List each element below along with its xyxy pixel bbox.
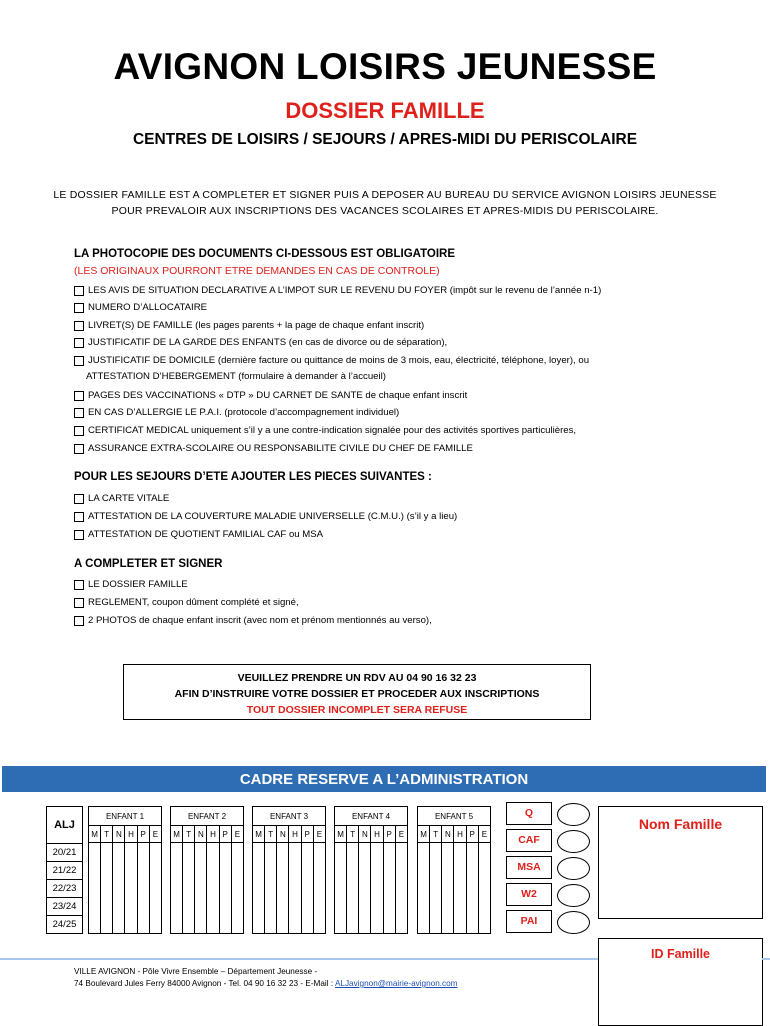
grid-cell[interactable] — [418, 843, 430, 934]
email-link[interactable]: ALJavignon@mairie-avignon.com — [334, 979, 458, 988]
col-n: N — [277, 826, 289, 843]
grid-cell[interactable] — [89, 843, 101, 934]
grid-cell[interactable] — [183, 843, 195, 934]
grid-cell[interactable] — [442, 843, 454, 934]
checkbox[interactable] — [74, 356, 84, 366]
year-cell: 23/24 — [47, 898, 83, 916]
grid-cell[interactable] — [395, 843, 407, 934]
document-scope: CENTRES DE LOISIRS / SEJOURS / APRES-MIDI DU PERISCOLAIRE — [132, 131, 638, 148]
appointment-notice — [123, 664, 591, 720]
checklist-item: ASSURANCE EXTRA-SCOLAIRE OU RESPONSABILITE CIVILE DU CHEF DE FAMILLE — [74, 443, 473, 454]
grid-cell[interactable] — [335, 843, 347, 934]
checkbox[interactable] — [74, 286, 84, 296]
intro-line-2: POUR PREVALOIR AUX INSCRIPTIONS DES VACANCES SCOLAIRES ET APRES-MIDIS DU PERISCOLAIRE. — [111, 205, 659, 217]
checkbox[interactable] — [74, 338, 84, 348]
code-caf: CAF — [506, 829, 552, 852]
grid-cell[interactable] — [137, 843, 149, 934]
enfant-table — [334, 806, 408, 934]
checkbox[interactable] — [74, 512, 84, 522]
grid-cell[interactable] — [359, 843, 371, 934]
grid-cell[interactable] — [207, 843, 219, 934]
code-w2: W2 — [506, 883, 552, 906]
footer-line-1: VILLE AVIGNON - Pôle Vivre Ensemble – Département Jeunesse - — [74, 967, 318, 976]
col-t: T — [347, 826, 359, 843]
grid-cell[interactable] — [149, 843, 161, 934]
col-p: P — [383, 826, 395, 843]
col-t: T — [183, 826, 195, 843]
oval-field[interactable] — [557, 911, 590, 934]
checklist-item-continuation: ATTESTATION D’HEBERGEMENT (formulaire à demander à l’accueil) — [86, 371, 386, 382]
col-h: H — [207, 826, 219, 843]
grid-cell[interactable] — [195, 843, 207, 934]
appointment-phone: VEUILLEZ PRENDRE UN RDV AU 04 90 16 32 23 — [237, 672, 477, 684]
id-famille-box[interactable] — [598, 938, 763, 1026]
enfant-table — [252, 806, 326, 934]
checklist-item: LE DOSSIER FAMILLE — [74, 579, 188, 590]
grid-cell[interactable] — [231, 843, 243, 934]
appointment-purpose: AFIN D’INSTRUIRE VOTRE DOSSIER ET PROCEDER AUX INSCRIPTIONS — [174, 688, 540, 700]
grid-cell[interactable] — [313, 843, 325, 934]
col-e: E — [231, 826, 243, 843]
col-h: H — [289, 826, 301, 843]
section-sign-title: A COMPLETER ET SIGNER — [74, 558, 223, 570]
col-m: M — [89, 826, 101, 843]
checkbox[interactable] — [74, 616, 84, 626]
checkbox[interactable] — [74, 444, 84, 454]
alj-label: ALJ — [47, 807, 83, 844]
checklist-item: JUSTIFICATIF DE LA GARDE DES ENFANTS (en cas de divorce ou de séparation), — [74, 337, 447, 348]
checklist-item: 2 PHOTOS de chaque enfant inscrit (avec nom et prénom mentionnés au verso), — [74, 615, 432, 626]
grid-cell[interactable] — [171, 843, 183, 934]
grid-cell[interactable] — [371, 843, 383, 934]
col-h: H — [125, 826, 137, 843]
checkbox[interactable] — [74, 426, 84, 436]
col-p: P — [466, 826, 478, 843]
code-pai: PAI — [506, 910, 552, 933]
checklist-item: ATTESTATION DE QUOTIENT FAMILIAL CAF ou MSA — [74, 529, 323, 540]
footer-address: 74 Boulevard Jules Ferry 84000 Avignon - Tel. 04 90 16 32 23 - E-Mail : — [74, 979, 335, 988]
grid-cell[interactable] — [253, 843, 265, 934]
col-h: H — [371, 826, 383, 843]
id-famille-label: ID Famille — [650, 947, 711, 961]
enfant-header: ENFANT 3 — [253, 807, 326, 826]
checklist-item: CERTIFICAT MEDICAL uniquement s’il y a une contre-indication signalée pour des activités sportives particulières, — [74, 425, 576, 436]
checkbox[interactable] — [74, 494, 84, 504]
col-t: T — [265, 826, 277, 843]
col-p: P — [301, 826, 313, 843]
checklist-item: LA CARTE VITALE — [74, 493, 169, 504]
grid-cell[interactable] — [478, 843, 490, 934]
code-q: Q — [506, 802, 552, 825]
col-t: T — [430, 826, 442, 843]
year-cell: 21/22 — [47, 862, 83, 880]
checkbox[interactable] — [74, 408, 84, 418]
col-p: P — [219, 826, 231, 843]
col-e: E — [149, 826, 161, 843]
enfant-header: ENFANT 2 — [171, 807, 244, 826]
enfant-table — [170, 806, 244, 934]
grid-cell[interactable] — [289, 843, 301, 934]
checklist-item: JUSTIFICATIF DE DOMICILE (dernière facture ou quittance de moins de 3 mois, eau, électricité, téléphone, loyer), ou — [74, 355, 589, 366]
grid-cell[interactable] — [101, 843, 113, 934]
oval-field[interactable] — [557, 884, 590, 907]
checkbox[interactable] — [74, 598, 84, 608]
checklist-item: LIVRET(S) DE FAMILLE (les pages parents + la page de chaque enfant inscrit) — [74, 320, 424, 331]
enfant-header: ENFANT 4 — [335, 807, 408, 826]
footer-divider — [0, 958, 598, 960]
admin-section-bar: CADRE RESERVE A L’ADMINISTRATION — [2, 766, 766, 792]
section-summer-title: POUR LES SEJOURS D’ETE AJOUTER LES PIECES SUIVANTES : — [74, 471, 432, 483]
checklist-item: LES AVIS DE SITUATION DECLARATIVE A L’IMPOT SUR LE REVENU DU FOYER (impôt sur le revenu de l’année n-1) — [74, 285, 601, 296]
col-n: N — [113, 826, 125, 843]
checkbox[interactable] — [74, 303, 84, 313]
col-n: N — [359, 826, 371, 843]
year-cell: 20/21 — [47, 844, 83, 862]
page-title: AVIGNON LOISIRS JEUNESSE — [113, 46, 657, 87]
nom-famille-label: Nom Famille — [638, 816, 723, 832]
checkbox[interactable] — [74, 580, 84, 590]
grid-cell[interactable] — [454, 843, 466, 934]
grid-cell[interactable] — [219, 843, 231, 934]
grid-cell[interactable] — [277, 843, 289, 934]
col-m: M — [335, 826, 347, 843]
grid-cell[interactable] — [113, 843, 125, 934]
nom-famille-box[interactable] — [598, 806, 763, 919]
year-cell: 24/25 — [47, 916, 83, 934]
col-e: E — [313, 826, 325, 843]
col-m: M — [418, 826, 430, 843]
incomplete-warning: TOUT DOSSIER INCOMPLET SERA REFUSE — [246, 704, 468, 716]
grid-cell[interactable] — [125, 843, 137, 934]
col-t: T — [101, 826, 113, 843]
grid-cell[interactable] — [301, 843, 313, 934]
document-subtitle: DOSSIER FAMILLE — [285, 98, 485, 123]
grid-cell[interactable] — [265, 843, 277, 934]
checklist-item: ATTESTATION DE LA COUVERTURE MALADIE UNIVERSELLE (C.M.U.) (s’il y a lieu) — [74, 511, 457, 522]
checklist-item: REGLEMENT, coupon dûment complété et signé, — [74, 597, 299, 608]
checkbox[interactable] — [74, 530, 84, 540]
section-mandatory-title: LA PHOTOCOPIE DES DOCUMENTS CI-DESSOUS EST OBLIGATOIRE — [74, 248, 456, 260]
footer-line-2 — [74, 979, 458, 988]
checkbox[interactable] — [74, 321, 84, 331]
col-p: P — [137, 826, 149, 843]
enfant-header: ENFANT 1 — [89, 807, 162, 826]
col-n: N — [195, 826, 207, 843]
checklist-item: PAGES DES VACCINATIONS « DTP » DU CARNET DE SANTE de chaque enfant inscrit — [74, 390, 467, 401]
checklist-item: NUMERO D’ALLOCATAIRE — [74, 302, 207, 313]
checklist-item: EN CAS D’ALLERGIE LE P.A.I. (protocole d’accompagnement individuel) — [74, 407, 399, 418]
enfant-header: ENFANT 5 — [418, 807, 491, 826]
oval-field[interactable] — [557, 830, 590, 853]
year-table — [46, 806, 83, 934]
intro-line-1: LE DOSSIER FAMILLE EST A COMPLETER ET SIGNER PUIS A DEPOSER AU BUREAU DU SERVICE AVIGNON LOISIRS JEUNESSE — [53, 189, 717, 201]
section-mandatory-note: (LES ORIGINAUX POURRONT ETRE DEMANDES EN CAS DE CONTROLE) — [74, 265, 440, 277]
grid-cell[interactable] — [383, 843, 395, 934]
col-n: N — [442, 826, 454, 843]
code-msa: MSA — [506, 856, 552, 879]
col-h: H — [454, 826, 466, 843]
enfant-table — [417, 806, 491, 934]
grid-cell[interactable] — [347, 843, 359, 934]
footer-divider — [762, 958, 770, 960]
col-e: E — [478, 826, 490, 843]
checkbox[interactable] — [74, 391, 84, 401]
oval-field[interactable] — [557, 857, 590, 880]
grid-cell[interactable] — [430, 843, 442, 934]
year-cell: 22/23 — [47, 880, 83, 898]
enfant-table — [88, 806, 162, 934]
grid-cell[interactable] — [466, 843, 478, 934]
col-m: M — [253, 826, 265, 843]
col-e: E — [395, 826, 407, 843]
oval-field[interactable] — [557, 803, 590, 826]
col-m: M — [171, 826, 183, 843]
